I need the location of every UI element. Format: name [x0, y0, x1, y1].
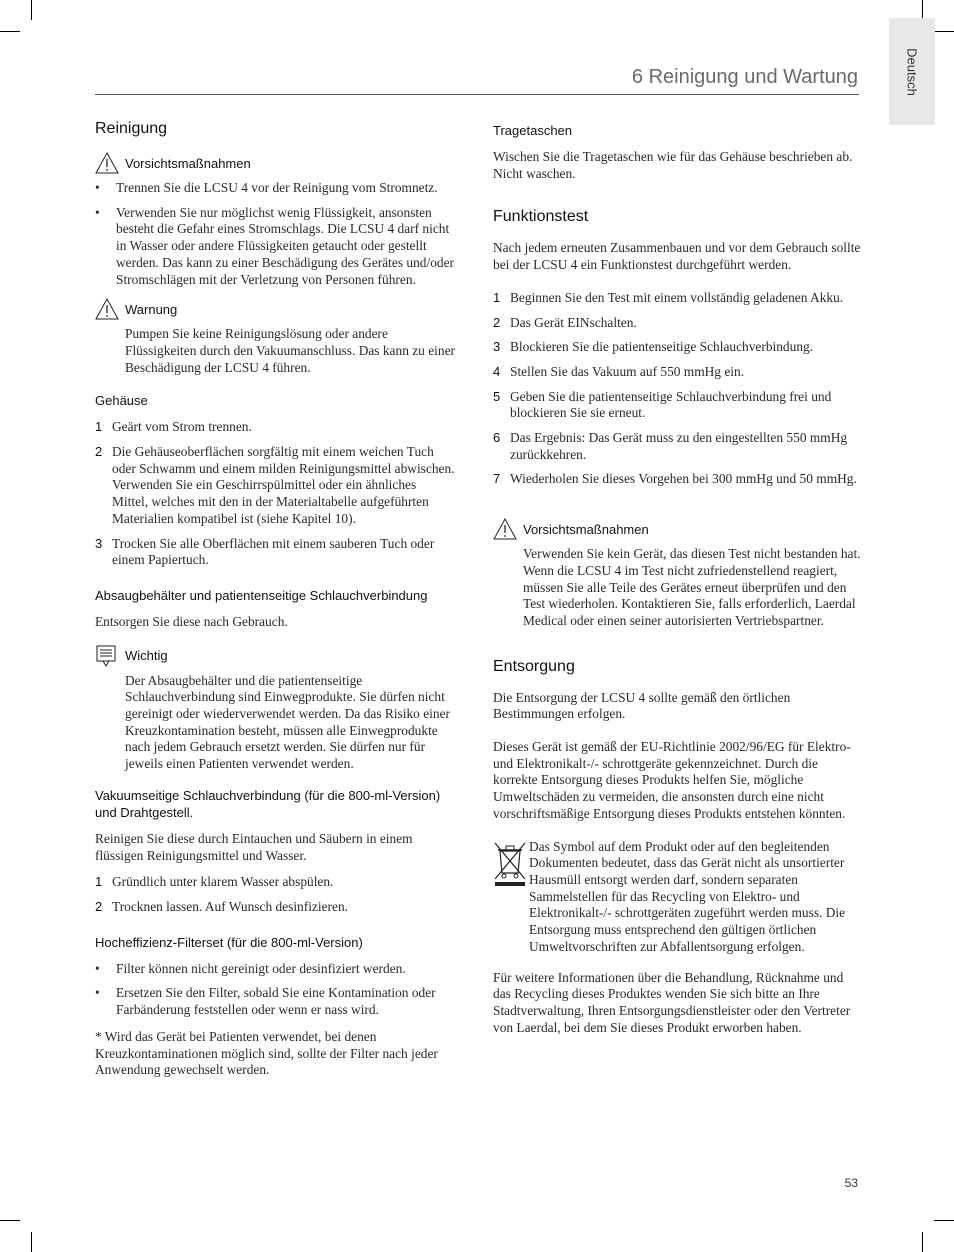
step-number: 2	[493, 314, 501, 330]
subsection-tragetaschen: Tragetaschen	[493, 123, 573, 138]
filter-list	[95, 961, 455, 1019]
header-rule	[95, 94, 859, 95]
gehaeuse-steps	[95, 419, 455, 569]
list-item	[493, 389, 861, 422]
important-heading	[95, 645, 455, 667]
important-text: Der Absaugbehälter und die patientenseitige Schlauchverbindung sind Einwegprodukte. Sie dürfen nicht gereinigt oder wiederverwendet werden. Da das Risiko einer Kreuzkontamination besteht, müssen alle Einwegprodukte nach jedem Gebrauch ersetzt werden. Sie dürfen nur für jeweils einen Patienten verwendet werden.	[125, 672, 450, 772]
page-number: 53	[844, 1176, 858, 1190]
caution-label: Vorsichtsmaßnahmen	[523, 521, 649, 537]
step-text: Beginnen Sie den Test mit einem vollständig geladenen Akku.	[510, 289, 844, 305]
section-title-funktionstest: Funktionstest	[493, 208, 589, 226]
crop-mark	[934, 31, 954, 32]
list-item: • Trennen Sie die LCSU 4 vor der Reinigung vom Stromnetz.	[95, 180, 455, 197]
caution-text: Verwenden Sie kein Gerät, das diesen Test nicht bestanden hat. Wenn die LCSU 4 im Test nicht zufriedenstellend reagiert, müssen Sie alle Teile des Gerätes erneut überprüfen und den Test wiederholen. Kontaktieren Sie, falls erforderlich, Laerdal Medical oder einen seiner autorisierten Vertriebspartner.	[523, 546, 861, 628]
warning-triangle-icon	[95, 298, 119, 320]
weee-notice	[493, 839, 861, 956]
caution-heading	[493, 518, 861, 540]
funktionstest-intro: Nach jedem erneuten Zusammenbauen und vor dem Gebrauch sollte bei der LCSU 4 ein Funktionstest durchgeführt werden.	[493, 240, 861, 273]
note-icon	[95, 645, 119, 667]
warning-triangle-icon	[95, 152, 119, 174]
step-number: 5	[493, 388, 501, 404]
list-item	[493, 315, 861, 332]
crop-mark	[922, 1232, 923, 1252]
crop-mark	[0, 1220, 20, 1221]
filter-footnote: * Wird das Gerät bei Patienten verwendet, bei denen Kreuzkontaminationen möglich sind, sollte der Filter nach jeder Anwendung gewechselt werden.	[95, 1028, 438, 1078]
caution-heading	[95, 152, 455, 174]
warning-triangle-icon	[493, 518, 517, 540]
step-number: 3	[95, 535, 103, 551]
important-label: Wichtig	[125, 648, 168, 664]
caution-label: Vorsichtsmaßnahmen	[125, 155, 251, 171]
list-item	[493, 290, 861, 307]
step-text: Geben Sie die patientenseitige Schlauchverbindung frei und blockieren Sie sie erneut.	[510, 388, 832, 421]
right-column	[493, 120, 861, 1046]
step-text: Gründlich unter klarem Wasser abspülen.	[112, 874, 334, 890]
list-item	[95, 874, 455, 891]
step-text: Geärt vom Strom trennen.	[112, 419, 252, 435]
step-text: Blockieren Sie die patientenseitige Schlauchverbindung.	[510, 339, 814, 355]
subsection-gehaeuse: Gehäuse	[95, 393, 148, 409]
section-title-entsorgung: Entsorgung	[493, 657, 575, 675]
step-number: 1	[95, 874, 103, 890]
chapter-title: 6 Reinigung und Wartung	[631, 66, 858, 88]
step-text: Das Gerät EINschalten.	[510, 314, 637, 330]
step-number: 3	[493, 339, 501, 355]
warning-heading	[95, 298, 455, 320]
language-tab	[889, 18, 935, 125]
step-number: 2	[95, 444, 103, 460]
entsorgung-p3: Für weitere Informationen über die Behandlung, Rücknahme und das Recycling dieses Produktes wenden Sie sich bitte an Ihre Stadtverwaltung, Ihren Entsorgungsdienstleister oder den Vertreter von Laerdal, bei dem Sie dieses Produkt erworben haben.	[493, 969, 851, 1035]
step-number: 4	[493, 363, 501, 379]
step-text: Stellen Sie das Vakuum auf 550 mmHg ein.	[510, 363, 745, 379]
crossed-out-bin-icon	[493, 839, 527, 887]
left-column	[95, 120, 455, 1089]
step-text: Wiederholen Sie dieses Vorgehen bei 300 mmHg und 50 mmHg.	[510, 471, 857, 487]
list-item: • Verwenden Sie nur möglichst wenig Flüssigkeit, ansonsten besteht die Gefahr eines Stromschlags. Die LCSU 4 darf nicht in Wasser oder andere Flüssigkeiten getaucht oder gestellt werden. Das kann zu einer Beschädigung des Gerätes und/oder Stromschlägen mit der Verletzung von Personen führen.	[95, 205, 455, 289]
crop-mark	[0, 31, 20, 32]
crop-mark	[922, 0, 923, 20]
caution-list	[95, 180, 455, 288]
list-item	[95, 419, 455, 436]
list-item	[95, 444, 455, 528]
step-text: Die Gehäuseoberflächen sorgfältig mit einem weichen Tuch oder Schwamm und einem milden Reinigungsmittel abwischen. Verwenden Sie ein Geschirrspülmittel oder ein ähnliches Mittel, welches mit den in der Materialtabelle aufgeführten Materialien kompatibel ist (siehe Kapitel 10).	[112, 444, 455, 526]
crop-mark	[934, 1220, 954, 1221]
step-number: 1	[95, 419, 103, 435]
subsection-vakuum: Vakuumseitige Schlauchverbindung (für die 800-ml-Version) und Drahtgestell.	[95, 787, 441, 820]
vakuum-steps	[95, 874, 455, 915]
weee-text: Das Symbol auf dem Produkt oder auf den begleitenden Dokumenten bedeutet, dass das Gerät nicht als unsortierter Hausmüll entsorgt werden darf, sondern separaten Sammelstellen für das Recycling von Elektro- und Elektronikalt-/- schrottgeräten zugeführt werden muss. Die Entsorgung muss entsprechend den gültigen örtlichen Umweltvorschriften zur Abfallentsorgung erfolgen.	[529, 838, 846, 954]
list-item: • Filter können nicht gereinigt oder desinfiziert werden.	[95, 961, 455, 978]
step-number: 6	[493, 430, 501, 446]
list-item	[493, 339, 861, 356]
tragetaschen-text: Wischen Sie die Tragetaschen wie für das Gehäuse beschrieben ab. Nicht waschen.	[493, 149, 853, 181]
step-text: Trocknen lassen. Auf Wunsch desinfizieren.	[112, 898, 348, 914]
section-title-reinigung: Reinigung	[95, 120, 168, 137]
language-tab-label: Deutsch	[904, 47, 920, 96]
warning-text: Pumpen Sie keine Reinigungslösung oder andere Flüssigkeiten durch den Vakuumanschluss. Das kann zu einer Beschädigung der LCSU 4 führen.	[125, 326, 455, 375]
entsorgung-p2: Dieses Gerät ist gemäß der EU-Richtlinie 2002/96/EG für Elektro- und Elektronikalt-/- schrottgeräte gekennzeichnet. Durch die korrekte Entsorgung dieses Produkts helfen Sie, mögliche Umweltschäden zu vermeiden, die ansonsten durch eine nicht vorschriftsmäßige Entsorgung dieses Produkts entstehen könnten.	[493, 739, 851, 821]
step-number: 1	[493, 289, 501, 305]
step-number: 2	[95, 898, 103, 914]
crop-mark	[31, 1232, 32, 1252]
list-item	[493, 471, 861, 488]
subsection-absaug: Absaugbehälter und patientenseitige Schlauchverbindung	[95, 587, 428, 603]
list-item	[493, 364, 861, 381]
list-item	[95, 899, 455, 916]
entsorgung-p1: Die Entsorgung der LCSU 4 sollte gemäß den örtlichen Bestimmungen erfolgen.	[493, 689, 791, 722]
list-item	[493, 430, 861, 463]
funktionstest-steps	[493, 290, 861, 488]
absaug-text: Entsorgen Sie diese nach Gebrauch.	[95, 613, 288, 629]
step-text: Das Ergebnis: Das Gerät muss zu den eingestellten 550 mmHg zurückkehren.	[510, 430, 848, 462]
list-item	[95, 536, 455, 569]
step-number: 7	[493, 471, 501, 487]
vakuum-text: Reinigen Sie diese durch Eintauchen und Säubern in einem flüssigen Reinigungsmittel und Wasser.	[95, 830, 413, 863]
list-item: • Ersetzen Sie den Filter, sobald Sie eine Kontamination oder Farbänderung feststellen oder wenn er nass wird.	[95, 985, 455, 1018]
step-text: Trocken Sie alle Oberflächen mit einem sauberen Tuch oder einem Papiertuch.	[112, 535, 435, 568]
crop-mark	[31, 0, 32, 20]
subsection-filter: Hocheffizienz-Filterset (für die 800-ml-Version)	[95, 934, 363, 950]
warning-label: Warnung	[125, 301, 178, 317]
